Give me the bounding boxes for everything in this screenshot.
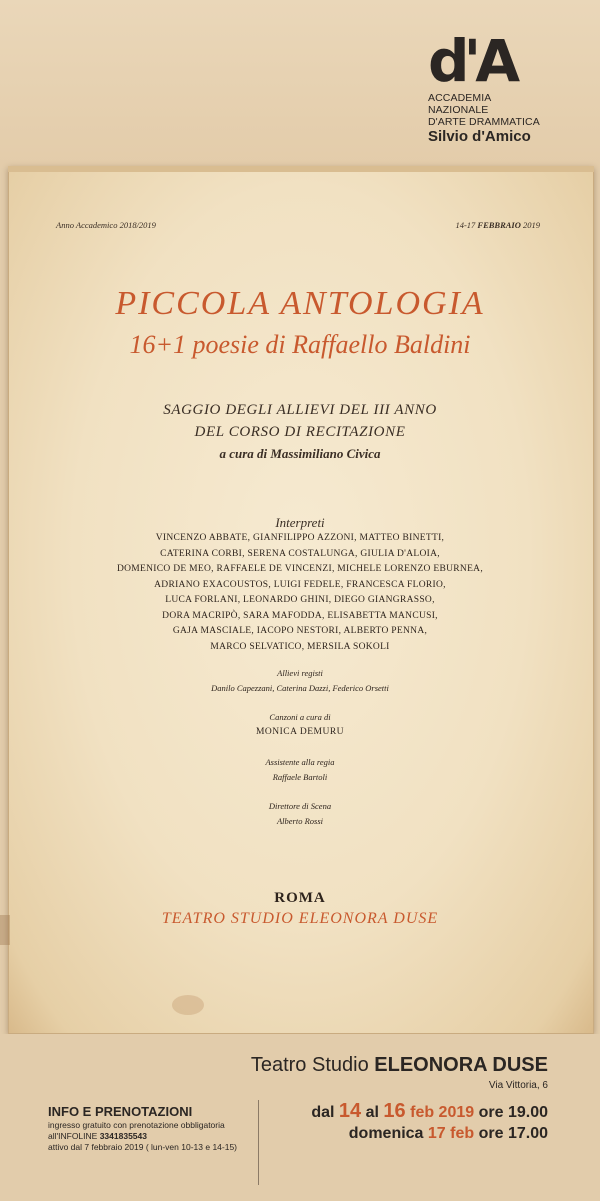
city: ROMA (274, 890, 326, 906)
cast-line: DOMENICO DE MEO, RAFFAELE DE VINCENZI, MICHELE LORENZO EBURNEA, (116, 564, 484, 574)
dates-sunday: domenica (348, 1125, 424, 1142)
dates-line-1 (311, 1100, 548, 1123)
dates-dal: dal (311, 1104, 335, 1121)
logo-mark: d'A (428, 27, 515, 95)
venue-address: Via Vittoria, 6 (488, 1080, 548, 1091)
show-title: PICCOLA ANTOLOGIA (115, 285, 485, 322)
curator: a cura di Massimiliano Civica (219, 446, 381, 461)
saggio-line-1: SAGGIO DEGLI ALLIEVI DEL III ANNO (163, 402, 437, 418)
dates-line-2 (349, 1125, 548, 1143)
canzoni-label: Canzoni a cura di (269, 712, 331, 722)
dates-from: 14 (338, 1100, 362, 1122)
venue-prefix: Teatro Studio (250, 1054, 369, 1076)
assistente-name: Raffaele Bartoli (272, 772, 328, 782)
venue-name: ELEONORA DUSE (374, 1054, 548, 1076)
academy-logo (428, 27, 548, 146)
infoline-phone: 3341835543 (99, 1131, 147, 1141)
saggio-line-2: DEL CORSO DI RECITAZIONE (194, 424, 406, 440)
theatre-name: TEATRO STUDIO ELEONORA DUSE (161, 910, 439, 927)
infoline-label: all'INFOLINE (48, 1131, 98, 1141)
academic-year: Anno Accademico 2018/2019 (56, 220, 156, 230)
paper-top-edge (8, 166, 594, 172)
paper-stain (172, 995, 204, 1015)
info-line-2 (48, 1131, 147, 1142)
cast-line: CATERINA CORBI, SERENA COSTALUNGA, GIULIA D'ALOIA, (160, 548, 440, 559)
assistente-label: Assistente alla regia (265, 757, 335, 767)
header-dates-year: 2019 (523, 220, 540, 230)
venue-title (251, 1054, 548, 1077)
dates-time-2: ore 17.00 (478, 1125, 548, 1142)
registi-label: Allievi registi (277, 668, 323, 678)
cast-line: LUCA FORLANI, LEONARDO GHINI, DIEGO GIANGRASSO, (165, 595, 435, 605)
dates-to: 16 (383, 1100, 406, 1122)
cast-line: VINCENZO ABBATE, GIANFILIPPO AZZONI, MATTEO BINETTI, (155, 533, 445, 543)
info-line-1: ingresso gratuito con prenotazione obbligatoria (48, 1120, 225, 1130)
cast-list (0, 531, 600, 655)
canzoni-name: MONICA DEMURU (255, 727, 345, 737)
cast-line: DORA MACRIPÒ, SARA MAFODDA, ELISABETTA MANCUSI, (162, 610, 438, 621)
cast-line: GAJA MASCIALE, IACOPO NESTORI, ALBERTO PENNA, (172, 626, 428, 636)
dates-al: al (365, 1104, 379, 1121)
show-subtitle: 16+1 poesie di Raffaello Baldini (129, 330, 471, 359)
header-dates (455, 220, 540, 230)
direttore-label: Direttore di Scena (268, 801, 332, 811)
logo-line-1: ACCADEMIA NAZIONALE (428, 92, 491, 116)
direttore-name: Alberto Rossi (276, 816, 324, 826)
dates-month: feb 2019 (410, 1104, 475, 1121)
info-heading: INFO E PRENOTAZIONI (48, 1104, 193, 1119)
footer (0, 1034, 600, 1201)
logo-line-2: D'ARTE DRAMMATICA (428, 116, 540, 128)
header-dates-days: 14-17 (455, 220, 476, 230)
info-line-3: attivo dal 7 febbraio 2019 ( lun-ven 10-13 e 14-15) (48, 1142, 238, 1152)
registi-names: Danilo Capezzani, Caterina Dazzi, Federico Orsetti (211, 683, 389, 693)
header-dates-month: FEBBRAIO (477, 220, 521, 230)
logo-name: Silvio d'Amico (428, 128, 531, 145)
cast-line: ADRIANO EXACOUSTOS, LUIGI FEDELE, FRANCESCA FLORIO, (154, 579, 446, 590)
footer-divider (258, 1100, 259, 1185)
dates-sunday-date: 17 feb (427, 1125, 475, 1142)
interpreti-label: Interpreti (275, 515, 325, 530)
dates-time-1: ore 19.00 (478, 1104, 548, 1121)
cast-line: MARCO SELVATICO, MERSILA SOKOLI (210, 641, 390, 652)
